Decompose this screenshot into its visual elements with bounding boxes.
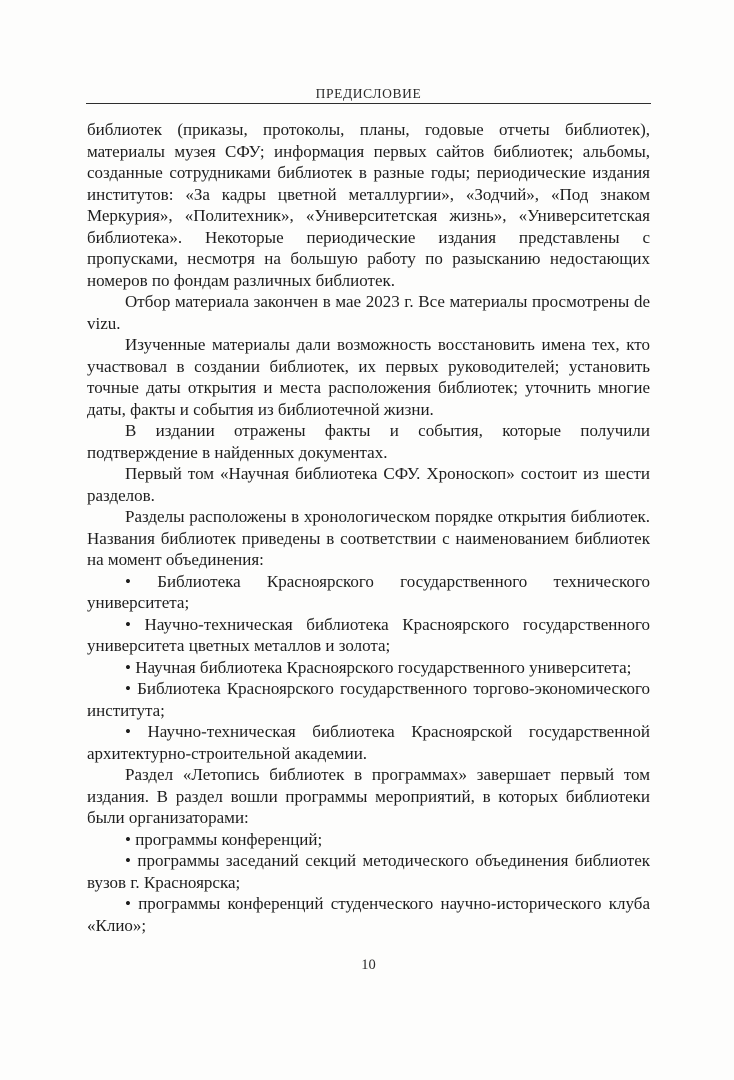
paragraph: Изученные материалы дали возможность восстановить имена тех, кто участвовал в создании библиотек, их первых руководителей; установить точные даты открытия и места расположения библиотек; уточнить многие даты, факты и события из библиотечной жизни. [87,335,650,419]
bullet-list-item: • Научно-техническая библиотека Красноярской государственной архитектурно-строительной академии. [87,722,650,763]
paragraph: Отбор материала закончен в мае 2023 г. Все материалы просмотрены de vizu. [87,292,650,333]
paragraph: библиотек (приказы, протоколы, планы, годовые отчеты библиотек), материалы музея СФУ; информация первых сайтов библиотек; альбомы, созданные сотрудниками библиотек в разные годы; периодические издания институтов: «За кадры цветной металлургии», «Зодчий», «Под знаком Меркурия», «Политехник», «Университетская жизнь», «Университетская библиотека». Некоторые периодические издания представлены с пропусками, несмотря на большую работу по разысканию недостающих номеров по фондам различных библиотек. [87,120,650,290]
bullet-list-item: • Научная библиотека Красноярского государственного университета; [125,657,632,677]
bullet-list-item: • Научно-техническая библиотека Красноярского государственного университета цветных металлов и золота; [87,614,650,655]
header-rule [86,103,651,104]
bullet-list-item: • Библиотека Красноярского государственного торгово-экономического института; [87,679,650,720]
paragraph: Разделы расположены в хронологическом порядке открытия библиотек. Названия библиотек приведены в соответствии с наименованием библиотек на момент объединения: [87,507,650,569]
page-number: 10 [361,957,376,973]
bullet-list-item: • Библиотека Красноярского государственного технического университета; [87,571,650,612]
paragraph: В издании отражены факты и события, которые получили подтверждение в найденных документах. [87,421,650,462]
paragraph: Раздел «Летопись библиотек в программах» завершает первый том издания. В раздел вошли программы мероприятий, в которых библиотеки были организаторами: [87,765,650,827]
bullet-list-item: • программы заседаний секций методического объединения библиотек вузов г. Красноярска; [87,851,650,892]
running-header: ПРЕДИСЛОВИЕ [315,86,422,101]
page-body [87,119,650,936]
bullet-list-item: • программы конференций; [125,829,323,849]
paragraph: Первый том «Научная библиотека СФУ. Хроноскоп» состоит из шести разделов. [87,464,650,505]
bullet-list-item: • программы конференций студенческого научно-исторического клуба «Клио»; [87,894,650,935]
